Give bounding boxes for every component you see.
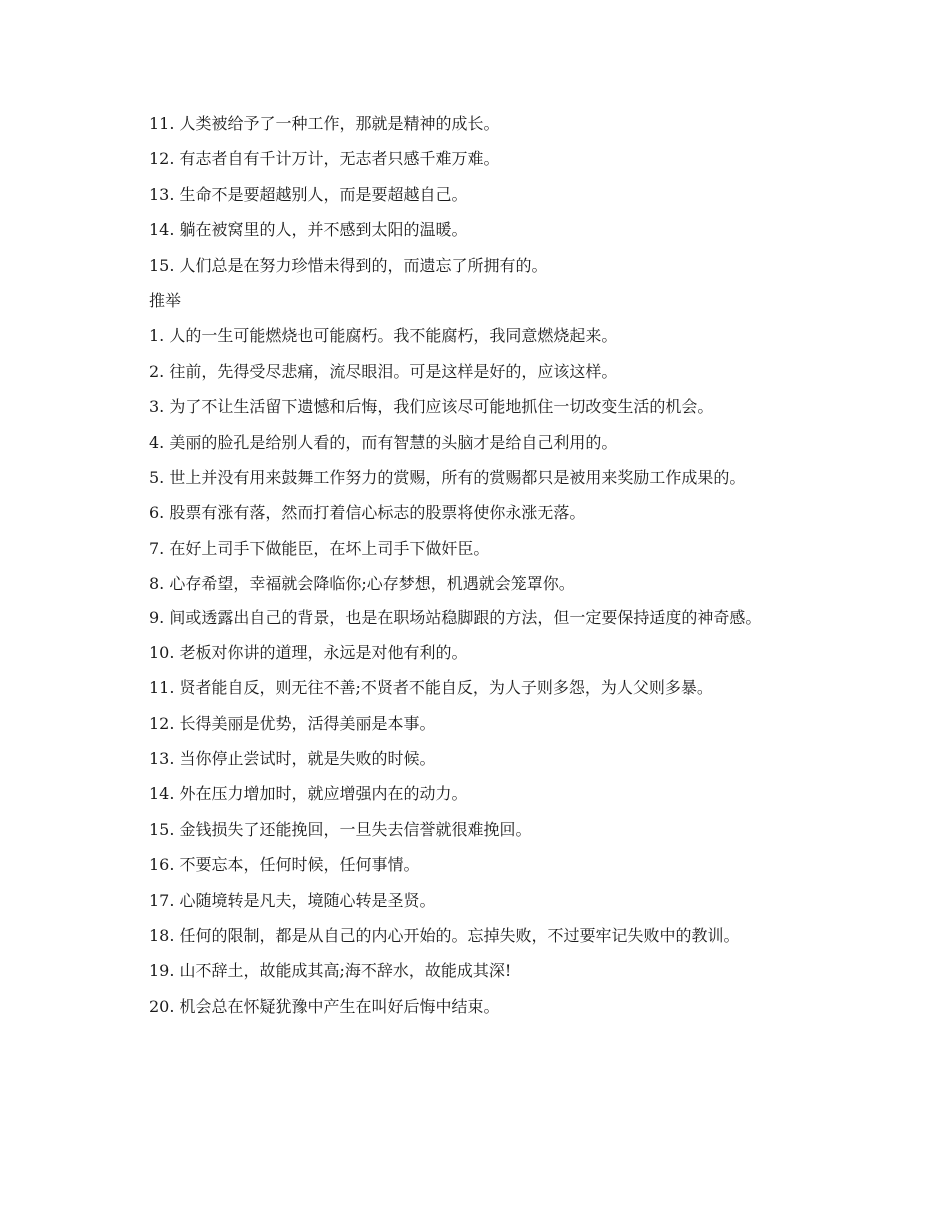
quote-item: 15. 人们总是在努力珍惜未得到的，而遗忘了所拥有的。: [149, 255, 548, 275]
quote-item: 4. 美丽的脸孔是给别人看的，而有智慧的头脑才是给自己利用的。: [149, 432, 618, 452]
quote-item: 14. 躺在被窝里的人，并不感到太阳的温暖。: [149, 220, 468, 240]
quote-item: 12. 长得美丽是优势，活得美丽是本事。: [149, 713, 436, 733]
quote-item: 1. 人的一生可能燃烧也可能腐朽。我不能腐朽，我同意燃烧起来。: [149, 326, 618, 346]
section-heading: 推举: [149, 290, 182, 310]
quote-item: 13. 生命不是要超越别人，而是要超越自己。: [149, 184, 468, 204]
quote-item: 7. 在好上司手下做能臣，在坏上司手下做奸臣。: [149, 538, 490, 558]
quote-item: 13. 当你停止尝试时，就是失败的时候。: [149, 749, 436, 769]
document-body: [115, 112, 835, 1030]
quote-item: 9. 间或透露出自己的背景，也是在职场站稳脚跟的方法，但一定要保持适度的神奇感。: [149, 608, 762, 628]
quote-item: 12. 有志者自有千计万计，无志者只感千难万难。: [149, 149, 500, 169]
quote-item: 18. 任何的限制，都是从自己的内心开始的。忘掉失败，不过要牢记失败中的教训。: [149, 925, 740, 945]
quote-item: 11. 贤者能自反，则无往不善;不贤者不能自反，为人子则多怨，为人父则多暴。: [149, 678, 713, 698]
quote-item: 2. 往前，先得受尽悲痛，流尽眼泪。可是这样是好的，应该这样。: [149, 361, 618, 381]
quote-item: 19. 山不辞土，故能成其高;海不辞水，故能成其深!: [149, 961, 512, 981]
quote-item: 6. 股票有涨有落，然而打着信心标志的股票将使你永涨无落。: [149, 503, 586, 523]
quote-item: 16. 不要忘本，任何时候，任何事情。: [149, 855, 420, 875]
quote-item: 11. 人类被给予了一种工作，那就是精神的成长。: [149, 114, 500, 133]
quote-item: 10. 老板对你讲的道理，永远是对他有利的。: [149, 642, 468, 662]
quote-item: 14. 外在压力增加时，就应增强内在的动力。: [149, 784, 468, 804]
quote-item: 5. 世上并没有用来鼓舞工作努力的赏赐，所有的赏赐都只是被用来奖励工作成果的。: [149, 467, 746, 487]
quote-item: 17. 心随境转是凡夫，境随心转是圣贤。: [149, 890, 436, 910]
quote-item: 15. 金钱损失了还能挽回，一旦失去信誉就很难挽回。: [149, 819, 532, 839]
quote-item: 20. 机会总在怀疑犹豫中产生在叫好后悔中结束。: [149, 996, 500, 1016]
quote-item: 8. 心存希望，幸福就会降临你;心存梦想，机遇就会笼罩你。: [149, 574, 575, 594]
quote-item: 3. 为了不让生活留下遗憾和后悔，我们应该尽可能地抓住一切改变生活的机会。: [149, 397, 714, 417]
